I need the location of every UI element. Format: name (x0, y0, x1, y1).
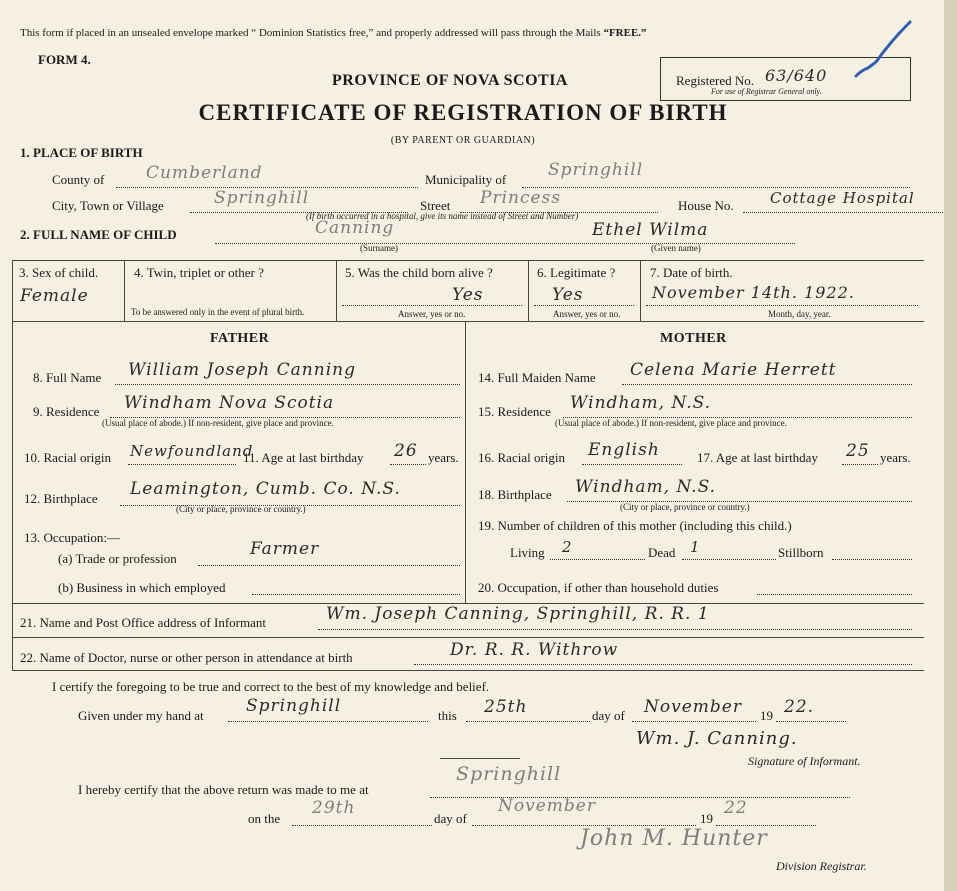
mother-age-unit: years. (880, 450, 911, 465)
father-age-label: 11. Age at last birthday (243, 450, 364, 465)
doctor-value: Dr. R. R. Withrow (450, 640, 619, 660)
father-trade-label: (a) Trade or profession (58, 551, 177, 566)
alive-note: Answer, yes or no. (398, 309, 466, 319)
paper-edge (944, 0, 957, 891)
mother-name-value: Celena Marie Herrett (630, 360, 837, 380)
sex-value: Female (20, 286, 89, 306)
registrar-statement: I hereby certify that the above return was made to me at (78, 782, 369, 797)
mother-age-label: 17. Age at last birthday (697, 450, 818, 465)
mother-racial-label: 16. Racial origin (478, 450, 566, 465)
mother-occupation-label: 20. Occupation, if other than household duties (478, 580, 719, 595)
date-note: Month, day, year. (768, 309, 831, 319)
given-caption: (Given name) (651, 243, 701, 253)
child-surname-value: Canning (315, 218, 395, 238)
place-of-birth-heading: 1. PLACE OF BIRTH (20, 145, 143, 160)
child-name-label: 2. FULL NAME OF CHILD (20, 227, 177, 242)
legit-note: Answer, yes or no. (553, 309, 621, 319)
given-place-value: Springhill (246, 696, 342, 716)
child-given-value: Ethel Wilma (592, 220, 709, 240)
mother-residence-label: 15. Residence (478, 404, 551, 419)
informant-label: 21. Name and Post Office address of Informant (20, 615, 266, 630)
county-value: Cumberland (146, 163, 263, 183)
twin-label: 4. Twin, triplet or other ? (134, 265, 264, 280)
on-the-label: on the (248, 811, 281, 826)
day-of-label: day of (592, 708, 625, 723)
living-label: Living (510, 545, 545, 560)
mother-residence-note: (Usual place of abode.) If non-resident, give place and province. (555, 418, 787, 428)
twin-note: To be answered only in the event of plural birth. (131, 307, 305, 317)
mother-birthplace-note: (City or place, province or country.) (620, 502, 750, 512)
mother-name-label: 14. Full Maiden Name (478, 370, 596, 385)
year-value: 22. (784, 697, 815, 717)
alive-label: 5. Was the child born alive ? (345, 265, 493, 280)
page-title: CERTIFICATE OF REGISTRATION OF BIRTH (198, 100, 728, 125)
certification-statement: I certify the foregoing to be true and correct to the best of my knowledge and belief. (52, 679, 490, 694)
alive-value: Yes (452, 285, 484, 305)
registrar-signature: John M. Hunter (580, 826, 768, 851)
year-prefix: 19 (760, 708, 773, 723)
father-residence-value: Windham Nova Scotia (124, 393, 335, 413)
street-value: Princess (480, 188, 561, 208)
father-residence-note: (Usual place of abode.) If non-resident, give place and province. (102, 418, 334, 428)
father-residence-label: 9. Residence (33, 404, 100, 419)
mother-heading: MOTHER (660, 331, 727, 346)
free-label: “FREE.” (603, 27, 647, 39)
date-value: November 14th. 1922. (652, 283, 855, 302)
father-birthplace-label: 12. Birthplace (24, 491, 98, 506)
house-value: Cottage Hospital (770, 189, 915, 207)
blue-check-mark (848, 18, 918, 88)
legit-label: 6. Legitimate ? (537, 265, 616, 280)
informant-value: Wm. Joseph Canning, Springhill, R. R. 1 (326, 604, 710, 624)
father-business-label: (b) Business in which employed (58, 580, 226, 595)
father-heading: FATHER (210, 331, 270, 346)
sex-label: 3. Sex of child. (19, 265, 99, 280)
legit-value: Yes (552, 285, 584, 305)
doctor-label: 22. Name of Doctor, nurse or other person in attendance at birth (20, 650, 353, 665)
mother-children-label: 19. Number of children of this mother (including this child.) (478, 518, 792, 533)
registrar-day-of-label: day of (434, 811, 467, 826)
living-value: 2 (562, 538, 573, 556)
mother-residence-value: Windham, N.S. (570, 393, 712, 413)
city-value: Springhill (214, 188, 310, 208)
informant-signature: Wm. J. Canning. (636, 728, 798, 749)
hospital-note: (If birth occurred in a hospital, give its name instead of Street and Number) (306, 211, 579, 221)
registrar-month-value: November (498, 796, 596, 816)
given-label: Given under my hand at (78, 708, 204, 723)
father-racial-value: Newfoundland (130, 442, 254, 460)
city-label: City, Town or Village (52, 198, 164, 213)
municipality-value: Springhill (548, 160, 644, 180)
dead-label: Dead (648, 545, 676, 560)
signature-caption: Signature of Informant. (748, 754, 861, 768)
registered-label: Registered No. (676, 73, 754, 88)
this-day-value: 25th (484, 697, 528, 717)
father-age-unit: years. (428, 450, 459, 465)
this-label: this (438, 708, 457, 723)
father-name-label: 8. Full Name (33, 370, 102, 385)
page-subtitle: (BY PARENT OR GUARDIAN) (390, 135, 536, 146)
mother-age-value: 25 (846, 441, 870, 461)
province-heading: PROVINCE OF NOVA SCOTIA (332, 72, 568, 89)
stillborn-label: Stillborn (778, 545, 824, 560)
mail-notice (20, 27, 647, 39)
registrar-caption: Division Registrar. (776, 859, 867, 873)
registrar-year-prefix: 19 (700, 811, 713, 826)
father-age-value: 26 (394, 441, 418, 461)
mother-birthplace-value: Windham, N.S. (575, 477, 717, 497)
dead-value: 1 (690, 538, 701, 556)
surname-caption: (Surname) (360, 243, 398, 253)
registrar-day-value: 29th (312, 798, 356, 818)
mail-notice-text: This form if placed in an unsealed envelope marked “ Dominion Statistics free,” and properly addressed will pass through the Mails (20, 27, 604, 39)
father-birthplace-note: (City or place, province or country.) (176, 504, 306, 514)
street-label: Street (420, 198, 451, 213)
form-number: FORM 4. (38, 52, 91, 67)
registered-note: For use of Registrar General only. (711, 87, 822, 96)
registered-number: 63/640 (765, 66, 828, 85)
month-value: November (644, 697, 742, 717)
mother-birthplace-label: 18. Birthplace (478, 487, 552, 502)
father-name-value: William Joseph Canning (128, 360, 356, 380)
registrar-year-value: 22 (724, 798, 748, 818)
father-occupation-label: 13. Occupation:— (24, 530, 121, 545)
house-label: House No. (678, 198, 734, 213)
father-trade-value: Farmer (250, 539, 320, 559)
municipality-label: Municipality of (425, 172, 507, 187)
father-racial-label: 10. Racial origin (24, 450, 112, 465)
father-birthplace-value: Leamington, Cumb. Co. N.S. (130, 479, 401, 499)
date-label: 7. Date of birth. (650, 265, 733, 280)
registrar-place-value: Springhill (456, 763, 562, 785)
mother-racial-value: English (588, 440, 660, 460)
county-label: County of (52, 172, 105, 187)
